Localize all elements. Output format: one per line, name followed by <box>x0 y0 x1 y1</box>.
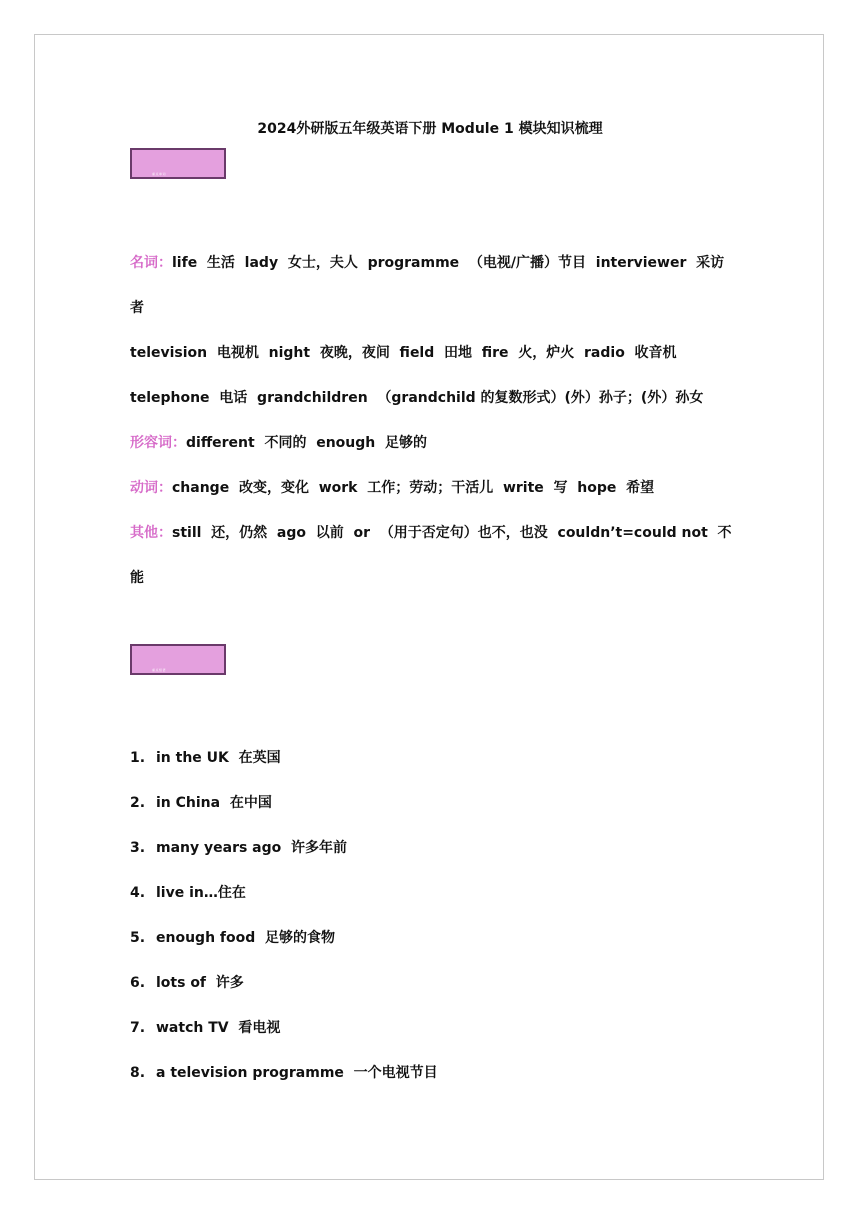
phrase-number: 3. <box>130 840 146 856</box>
phrase-item <box>130 1063 740 1083</box>
vocab-line-nouns-3 <box>130 388 740 408</box>
phrase-number: 4. <box>130 885 146 901</box>
phrase-item <box>130 928 740 948</box>
vocab-text: change 改变，变化 work 工作；劳动；干活儿 write 写 hope 希望 <box>172 480 655 496</box>
section-badge-phrases <box>130 644 226 675</box>
phrase-item <box>130 973 740 993</box>
category-label: 动词： <box>130 480 172 496</box>
phrase-item <box>130 838 740 858</box>
phrase-item <box>130 748 740 768</box>
page-frame <box>34 34 824 1180</box>
phrase-number: 2. <box>130 795 146 811</box>
vocab-text: 能 <box>130 570 144 586</box>
phrase-number: 8. <box>130 1065 146 1081</box>
section-badge-label: 重点短语 <box>152 668 167 672</box>
phrase-number: 7. <box>130 1020 146 1036</box>
category-label: 形容词： <box>130 435 186 451</box>
page-title: 2024外研版五年级英语下册 Module 1 模块知识梳理 <box>257 121 603 137</box>
vocab-text: different 不同的 enough 足够的 <box>186 435 427 451</box>
section-badge-label: 重点单词 <box>152 172 167 176</box>
phrase-text: lots of 许多 <box>156 975 244 991</box>
category-label: 其他： <box>130 525 172 541</box>
phrase-number: 6. <box>130 975 146 991</box>
vocab-line-nouns <box>130 253 740 273</box>
vocab-text: life 生活 lady 女士，夫人 programme （电视/广播）节目 interviewer 采访 <box>172 255 725 271</box>
section-badge-words <box>130 148 226 179</box>
vocab-line-adjectives <box>130 433 740 453</box>
vocab-line-others-continued <box>130 568 740 588</box>
phrase-item <box>130 793 740 813</box>
category-label: 名词： <box>130 255 172 271</box>
phrase-number: 5. <box>130 930 146 946</box>
vocab-line-others <box>130 523 740 543</box>
phrase-text: enough food 足够的食物 <box>156 930 336 946</box>
vocab-line-nouns-2 <box>130 343 740 363</box>
vocab-text: television 电视机 night 夜晚，夜间 field 田地 fire 火，炉火 radio 收音机 <box>130 345 677 361</box>
vocab-line-continued <box>130 298 740 318</box>
vocab-line-verbs <box>130 478 740 498</box>
phrase-text: many years ago 许多年前 <box>156 840 348 856</box>
vocab-text: telephone 电话 grandchildren （grandchild 的复数形式）(外）孙子；(外）孙女 <box>130 390 704 406</box>
phrase-text: in China 在中国 <box>156 795 272 811</box>
phrase-text: live in…住在 <box>156 885 246 901</box>
phrase-item <box>130 1018 740 1038</box>
phrase-text: a television programme 一个电视节目 <box>156 1065 438 1081</box>
vocab-text: 者 <box>130 300 144 316</box>
phrase-text: watch TV 看电视 <box>156 1020 281 1036</box>
phrase-item <box>130 883 740 903</box>
phrase-text: in the UK 在英国 <box>156 750 281 766</box>
phrase-number: 1. <box>130 750 146 766</box>
vocab-text: still 还，仍然 ago 以前 or （用于否定句）也不，也没 couldn’t=could not 不 <box>172 525 732 541</box>
